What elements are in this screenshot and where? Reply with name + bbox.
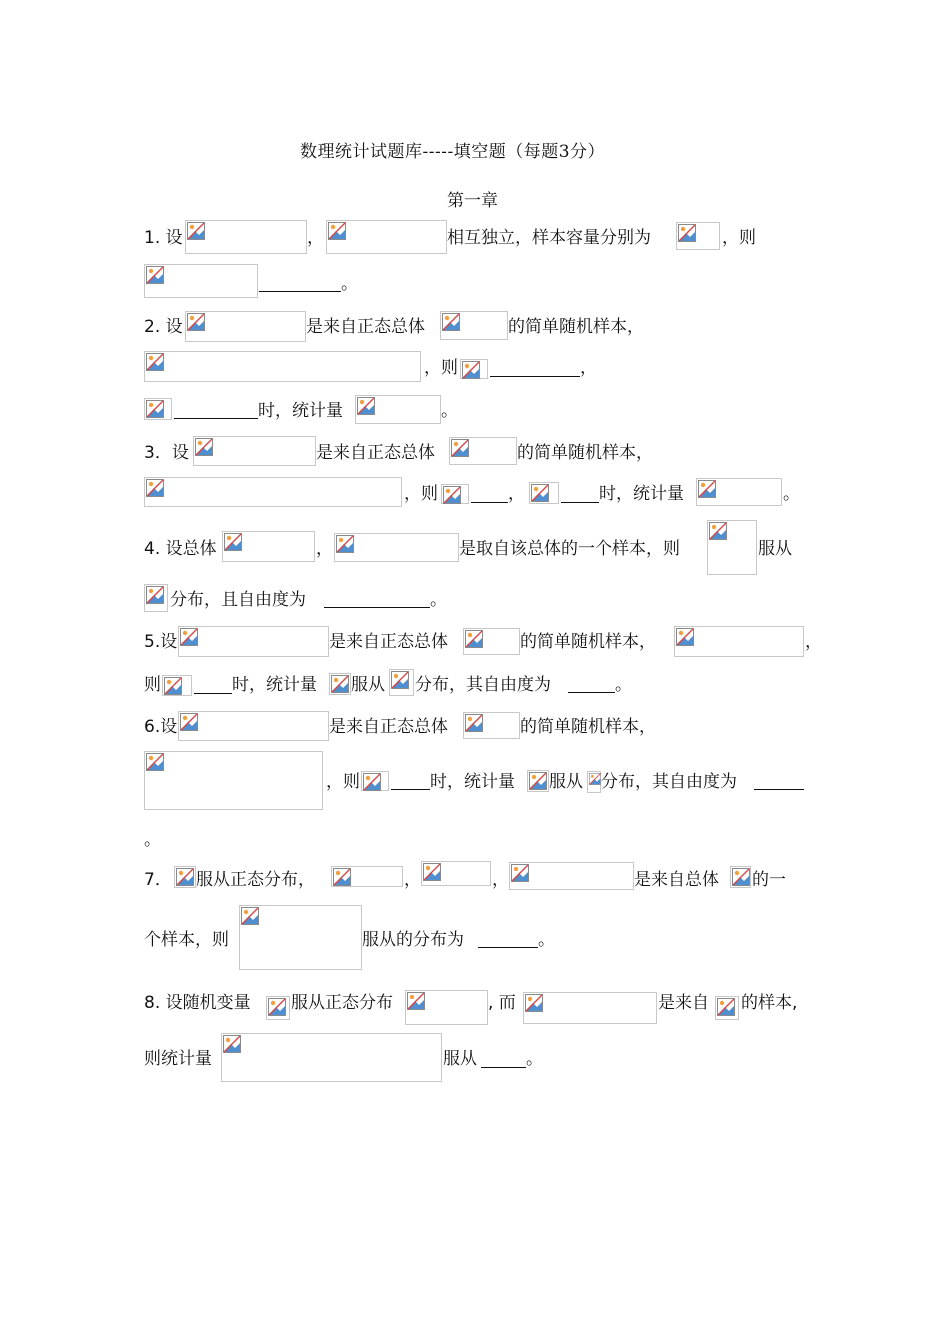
formula-image	[178, 626, 329, 657]
formula-image	[144, 351, 421, 382]
broken-image-icon	[268, 998, 286, 1016]
formula-image	[527, 770, 549, 792]
formula-image	[144, 584, 168, 612]
answer-blank	[568, 692, 615, 693]
formula-image	[239, 905, 362, 970]
answer-blank	[561, 502, 599, 503]
q3-text: 是来自正态总体	[316, 443, 435, 463]
q8-text: , 而	[488, 993, 516, 1013]
q7-text: ，	[404, 870, 421, 890]
broken-image-icon	[511, 864, 529, 882]
broken-image-icon	[357, 397, 375, 415]
q3-text: 的简单随机样本，	[517, 443, 653, 463]
q5-text: 则	[144, 675, 161, 695]
formula-image	[185, 311, 306, 342]
broken-image-icon	[465, 630, 483, 648]
formula-image	[222, 531, 315, 562]
broken-image-icon	[529, 772, 547, 790]
broken-image-icon	[462, 361, 480, 379]
formula-image	[174, 866, 196, 888]
broken-image-icon	[717, 998, 735, 1016]
formula-image	[144, 398, 172, 420]
broken-image-icon	[423, 863, 441, 881]
q1-text: 1. 设	[144, 228, 183, 248]
broken-image-icon	[407, 992, 425, 1010]
formula-image	[389, 669, 414, 696]
formula-image	[460, 359, 488, 379]
q5-text: 时，统计量	[232, 675, 317, 695]
broken-image-icon	[146, 479, 164, 497]
q7-text: ，	[492, 870, 509, 890]
formula-image	[676, 222, 720, 250]
q7-text: 的一	[752, 870, 786, 890]
q6-text: 时，统计量	[430, 772, 515, 792]
q2-text: 时，统计量	[258, 401, 343, 421]
q6-text: 服从	[549, 772, 583, 792]
q1-text: 相互独立，样本容量分别为	[447, 228, 651, 248]
q3-text: ，则	[404, 484, 438, 504]
page-title: 数理统计试题库-----填空题（每题3分）	[300, 142, 606, 162]
formula-image	[529, 482, 559, 504]
formula-image	[707, 520, 757, 575]
broken-image-icon	[195, 438, 213, 456]
q4-text: 分布，且自由度为	[170, 590, 306, 610]
q2-text: 。	[441, 401, 458, 421]
q5-text: 。	[615, 675, 632, 695]
q7-text: 服从正态分布，	[196, 870, 315, 890]
q6-text: 6.设	[144, 717, 178, 737]
formula-image	[355, 395, 441, 424]
q6-text: 是来自正态总体	[329, 717, 448, 737]
broken-image-icon	[589, 773, 601, 785]
q8-text: 则统计量	[144, 1049, 212, 1069]
q5-text: 服从	[351, 675, 385, 695]
q2-text: ，则	[424, 358, 458, 378]
q2-text: ，	[580, 358, 597, 378]
broken-image-icon	[180, 713, 198, 731]
q8-text: 服从正态分布	[291, 993, 393, 1013]
formula-image	[674, 626, 804, 657]
formula-image	[326, 220, 447, 254]
q7-text: 个样本，则	[144, 930, 229, 950]
formula-image	[178, 711, 329, 741]
broken-image-icon	[678, 224, 696, 242]
answer-blank	[391, 789, 430, 790]
q5-text: 的简单随机样本，	[520, 632, 656, 652]
broken-image-icon	[525, 994, 543, 1012]
q5-text: 分布，其自由度为	[415, 675, 551, 695]
broken-image-icon	[391, 671, 409, 689]
broken-image-icon	[336, 535, 354, 553]
q2-text: 2. 设	[144, 317, 183, 337]
broken-image-icon	[443, 486, 461, 504]
q4-text: ，	[316, 539, 333, 559]
formula-image	[193, 436, 316, 466]
q6-text: 分布，其自由度为	[601, 772, 737, 792]
formula-image	[221, 1033, 442, 1082]
broken-image-icon	[442, 313, 460, 331]
q6-text: 的简单随机样本，	[520, 717, 656, 737]
broken-image-icon	[732, 868, 750, 886]
broken-image-icon	[451, 439, 469, 457]
answer-blank	[324, 607, 430, 608]
formula-image	[449, 437, 517, 465]
q6-text: ，则	[326, 772, 360, 792]
broken-image-icon	[146, 400, 164, 418]
formula-image	[463, 628, 520, 655]
q3-text: 。	[783, 484, 800, 504]
formula-image	[441, 484, 469, 504]
q7-text: 服从的分布为	[362, 930, 464, 950]
formula-image	[361, 771, 389, 791]
q5-text: 5.设	[144, 632, 178, 652]
formula-image	[730, 866, 751, 888]
formula-image	[463, 712, 520, 739]
broken-image-icon	[709, 522, 727, 540]
formula-image	[162, 675, 192, 696]
formula-image	[405, 990, 488, 1025]
formula-image	[334, 533, 459, 562]
q3-text: 3．设	[144, 443, 189, 463]
broken-image-icon	[363, 773, 381, 791]
answer-blank	[471, 502, 508, 503]
broken-image-icon	[333, 868, 351, 886]
broken-image-icon	[146, 353, 164, 371]
q3-text: ，	[508, 484, 525, 504]
q5-text: ，	[805, 632, 822, 652]
q2-text: 的简单随机样本，	[508, 317, 644, 337]
broken-image-icon	[676, 628, 694, 646]
q1-text: ，则	[722, 228, 756, 248]
q5-text: 是来自正态总体	[329, 632, 448, 652]
q7-text: 。	[538, 930, 555, 950]
broken-image-icon	[164, 677, 182, 695]
q8-text: 是来自	[658, 993, 709, 1013]
q4-text: 4. 设总体	[144, 539, 217, 559]
q8-text: 的样本,	[741, 993, 798, 1013]
broken-image-icon	[465, 714, 483, 732]
q7-text: 是来自总体	[634, 870, 719, 890]
answer-blank	[194, 693, 232, 694]
broken-image-icon	[241, 907, 259, 925]
broken-image-icon	[187, 313, 205, 331]
answer-blank	[481, 1067, 526, 1068]
broken-image-icon	[331, 675, 349, 693]
answer-blank	[259, 291, 341, 292]
q1-text: 。	[341, 274, 358, 294]
answer-blank	[174, 418, 258, 419]
formula-image	[421, 861, 491, 886]
broken-image-icon	[146, 586, 164, 604]
broken-image-icon	[146, 753, 164, 771]
formula-image	[144, 264, 258, 298]
q6-text: 。	[144, 830, 161, 850]
q8-text: 服从	[443, 1049, 477, 1069]
broken-image-icon	[180, 628, 198, 646]
formula-image	[523, 992, 657, 1024]
broken-image-icon	[146, 266, 164, 284]
q8-text: 8. 设随机变量	[144, 993, 251, 1013]
q4-text: 服从	[758, 539, 792, 559]
formula-image	[715, 996, 739, 1020]
q1-text: ，	[307, 228, 324, 248]
broken-image-icon	[328, 222, 346, 240]
formula-image	[144, 477, 402, 507]
answer-blank	[754, 789, 804, 790]
formula-image	[509, 862, 634, 890]
broken-image-icon	[187, 222, 205, 240]
broken-image-icon	[223, 1035, 241, 1053]
q3-text: 时，统计量	[599, 484, 684, 504]
q4-text: 是取自该总体的一个样本，则	[459, 539, 680, 559]
q4-text: 。	[430, 590, 447, 610]
broken-image-icon	[698, 480, 716, 498]
formula-image	[440, 311, 508, 340]
broken-image-icon	[531, 484, 549, 502]
answer-blank	[490, 376, 580, 377]
formula-image	[331, 866, 403, 887]
q2-text: 是来自正态总体	[306, 317, 425, 337]
formula-image	[329, 673, 351, 695]
formula-image	[185, 220, 307, 254]
formula-image	[696, 478, 782, 506]
broken-image-icon	[224, 533, 242, 551]
formula-image	[144, 751, 323, 810]
formula-image	[266, 996, 290, 1020]
chapter-heading: 第一章	[447, 191, 498, 211]
broken-image-icon	[176, 868, 194, 886]
formula-image	[587, 771, 601, 793]
q8-text: 。	[526, 1049, 543, 1069]
answer-blank	[478, 947, 538, 948]
q7-text: 7．	[144, 870, 172, 890]
